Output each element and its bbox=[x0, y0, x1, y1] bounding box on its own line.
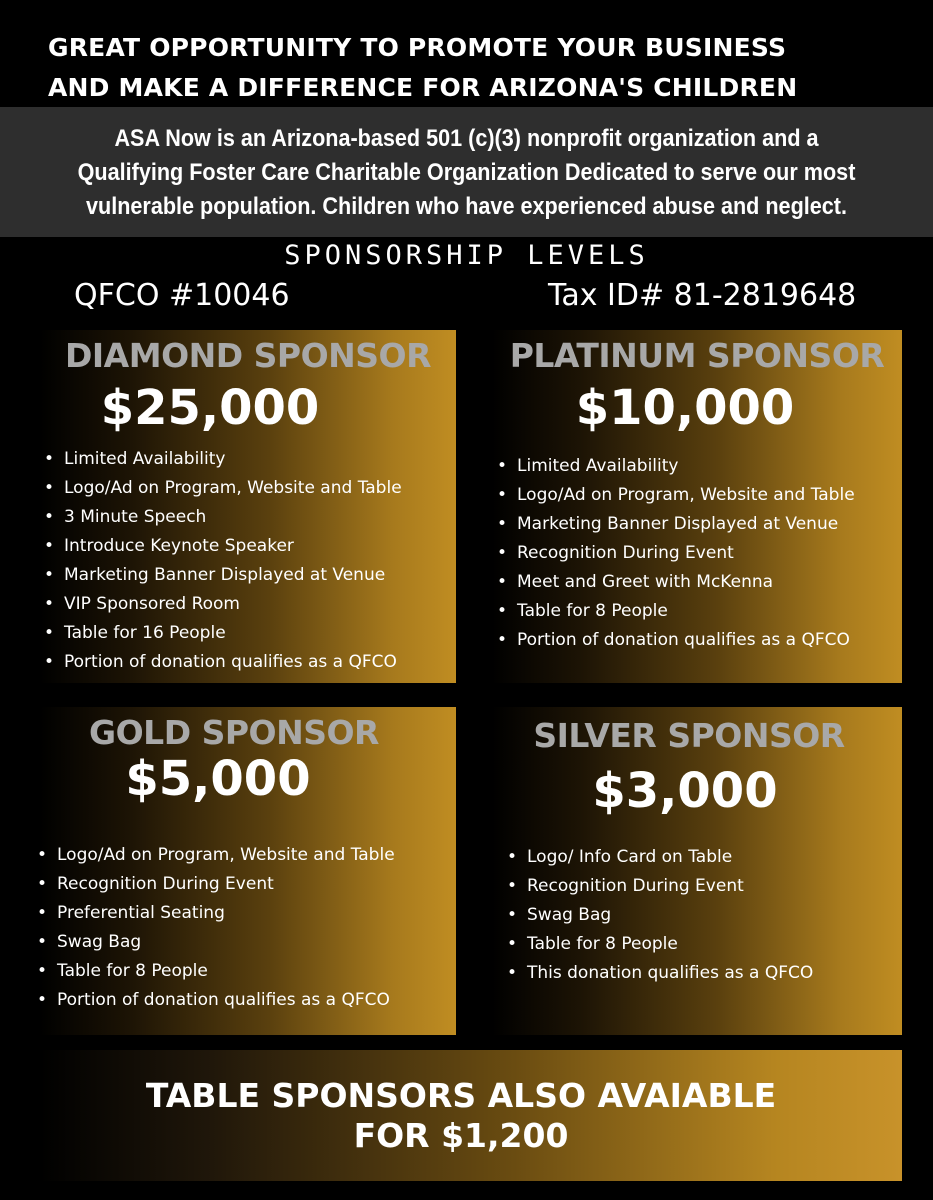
silver-price: $3,000 bbox=[592, 763, 778, 819]
headline-line-1: GREAT OPPORTUNITY TO PROMOTE YOUR BUSINESS bbox=[48, 33, 787, 62]
benefit-item: • Marketing Banner Displayed at Venue bbox=[495, 510, 855, 539]
silver-benefits-list bbox=[505, 843, 813, 988]
benefit-item: • Introduce Keynote Speaker bbox=[42, 532, 402, 561]
diamond-benefits-list bbox=[42, 445, 402, 677]
headline-line-2: AND MAKE A DIFFERENCE FOR ARIZONA'S CHILDREN bbox=[48, 73, 798, 102]
qfco-number: QFCO #10046 bbox=[74, 278, 290, 313]
mission-band bbox=[0, 107, 933, 237]
table-sponsors-line-2: FOR $1,200 bbox=[353, 1116, 569, 1155]
benefit-item: • Marketing Banner Displayed at Venue bbox=[42, 561, 402, 590]
benefit-item: • 3 Minute Speech bbox=[42, 503, 402, 532]
mission-line-3: vulnerable population. Children who have experienced abuse and neglect. bbox=[86, 193, 847, 220]
platinum-title: PLATINUM SPONSOR bbox=[509, 336, 885, 375]
benefit-item: • Limited Availability bbox=[42, 445, 402, 474]
mission-line-1: ASA Now is an Arizona-based 501 (c)(3) nonprofit organization and a bbox=[114, 125, 819, 152]
benefit-item: • Table for 8 People bbox=[495, 597, 855, 626]
benefit-item: • Recognition During Event bbox=[35, 870, 395, 899]
benefit-item: • Recognition During Event bbox=[495, 539, 855, 568]
silver-sponsor-card bbox=[492, 707, 902, 1035]
platinum-sponsor-card bbox=[492, 330, 902, 683]
gold-sponsor-card bbox=[40, 707, 456, 1035]
headline bbox=[0, 28, 933, 108]
silver-title: SILVER SPONSOR bbox=[533, 716, 845, 755]
benefit-item: • Logo/ Info Card on Table bbox=[505, 843, 813, 872]
diamond-price: $25,000 bbox=[100, 380, 320, 436]
benefit-item: • Preferential Seating bbox=[35, 899, 395, 928]
benefit-item: • Table for 16 People bbox=[42, 619, 402, 648]
sponsorship-levels-title: SPONSORSHIP LEVELS bbox=[284, 240, 649, 271]
table-sponsors-banner bbox=[40, 1050, 902, 1181]
benefit-item: • Portion of donation qualifies as a QFCO bbox=[495, 626, 855, 655]
gold-benefits-list bbox=[35, 841, 395, 1015]
benefit-item: • Swag Bag bbox=[505, 901, 813, 930]
platinum-price: $10,000 bbox=[575, 380, 795, 436]
table-sponsors-line-1: TABLE SPONSORS ALSO AVAIABLE bbox=[145, 1076, 777, 1115]
benefit-item: • This donation qualifies as a QFCO bbox=[505, 959, 813, 988]
benefit-item: • Swag Bag bbox=[35, 928, 395, 957]
gold-price: $5,000 bbox=[125, 751, 311, 807]
benefit-item: • Logo/Ad on Program, Website and Table bbox=[495, 481, 855, 510]
mission-line-2: Qualifying Foster Care Charitable Organization Dedicated to serve our most bbox=[77, 159, 856, 186]
benefit-item: • Table for 8 People bbox=[505, 930, 813, 959]
benefit-item: • Portion of donation qualifies as a QFCO bbox=[42, 648, 402, 677]
benefit-item: • Portion of donation qualifies as a QFCO bbox=[35, 986, 395, 1015]
benefit-item: • Limited Availability bbox=[495, 452, 855, 481]
benefit-item: • Table for 8 People bbox=[35, 957, 395, 986]
benefit-item: • VIP Sponsored Room bbox=[42, 590, 402, 619]
benefit-item: • Logo/Ad on Program, Website and Table bbox=[35, 841, 395, 870]
benefit-item: • Meet and Greet with McKenna bbox=[495, 568, 855, 597]
diamond-sponsor-card bbox=[40, 330, 456, 683]
benefit-item: • Logo/Ad on Program, Website and Table bbox=[42, 474, 402, 503]
diamond-title: DIAMOND SPONSOR bbox=[65, 336, 431, 375]
platinum-benefits-list bbox=[495, 452, 855, 655]
tax-id: Tax ID# 81-2819648 bbox=[548, 278, 857, 313]
benefit-item: • Recognition During Event bbox=[505, 872, 813, 901]
gold-title: GOLD SPONSOR bbox=[89, 713, 379, 752]
